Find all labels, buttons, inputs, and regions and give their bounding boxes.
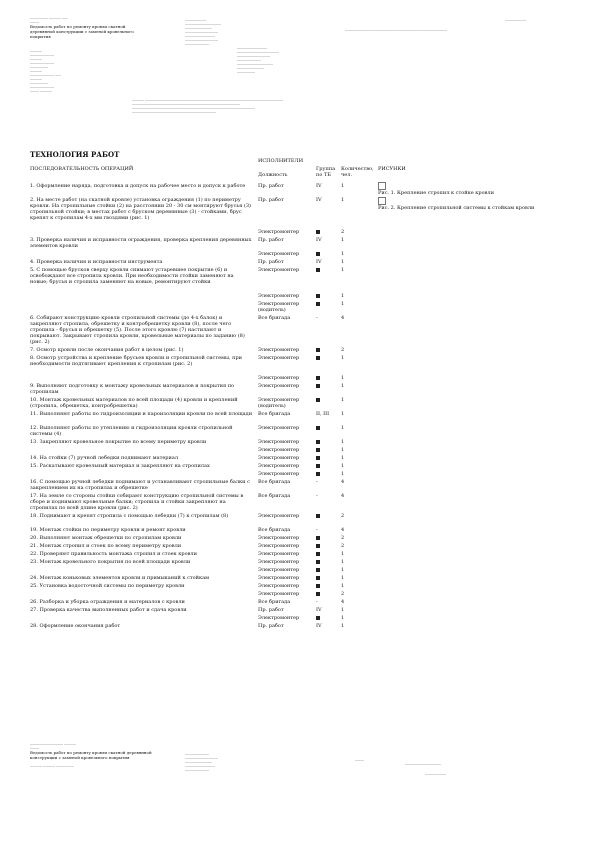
header-block2-line: ———————————— bbox=[237, 62, 273, 66]
safety-group bbox=[316, 439, 336, 445]
header-mid-line: ——————— bbox=[185, 18, 206, 22]
footer-right-line: ———————————— bbox=[405, 762, 441, 766]
operation-text: 11. Выполняют работы по гидроизоляции и пароизоляции кровли по всей площади bbox=[30, 411, 253, 417]
header-notes-line: ————————————————————————————————————————— bbox=[132, 106, 255, 110]
operation-text: 23. Монтаж кровельного покрытия по всей площади кровли bbox=[30, 559, 191, 565]
executor-position: Электромонтер bbox=[258, 293, 300, 299]
group-mark-icon bbox=[316, 514, 320, 518]
col-header-pictures: РИСУНКИ bbox=[378, 166, 406, 172]
header-mid-line: ——————————— bbox=[185, 30, 218, 34]
table-row bbox=[30, 575, 350, 583]
header-left-line: ——— bbox=[30, 20, 39, 24]
safety-group: IV bbox=[316, 607, 322, 613]
safety-group: IV bbox=[316, 197, 322, 203]
people-count: 1 bbox=[341, 583, 345, 589]
executor-position: Пр. работ bbox=[258, 607, 284, 613]
executor-position: Все бригада bbox=[258, 479, 291, 485]
table-row bbox=[30, 447, 350, 455]
group-mark-icon bbox=[316, 576, 320, 580]
safety-group: - bbox=[316, 527, 318, 533]
table-row bbox=[30, 355, 350, 375]
people-count: 1 bbox=[341, 259, 345, 265]
table-row bbox=[30, 251, 350, 259]
group-mark-icon bbox=[316, 426, 320, 430]
safety-group bbox=[316, 615, 336, 621]
safety-group bbox=[316, 575, 336, 581]
table-row bbox=[30, 567, 350, 575]
operation-text: 12. Выполняют работы по утеплению и гидроизоляции кровли стропильной системы (4) bbox=[30, 425, 233, 437]
footer-mid-line: —————————— bbox=[185, 764, 215, 768]
table-row bbox=[30, 411, 350, 425]
people-count: 1 bbox=[341, 355, 345, 361]
executor-position: Электромонтер bbox=[258, 425, 300, 431]
safety-group bbox=[316, 471, 336, 477]
header-left-line: ———————— —— bbox=[30, 73, 61, 77]
operation-text: 5. С помощью брусков сверху кровли снимают устаревшее покрытие (6) и освобождают все стропила кровли. При необходимости стойки заменяют на новые; брусья и стропила заменяют на новые, ремонтируют стойки bbox=[30, 267, 234, 285]
operation-text: 19. Монтаж стойки по периметру кровли и ремонт кровли bbox=[30, 527, 186, 533]
header-mid-block bbox=[185, 18, 285, 46]
header-left-line: —————— bbox=[30, 65, 48, 69]
table-row bbox=[30, 493, 350, 513]
executor-position: Электромонтер bbox=[258, 447, 300, 453]
executor-position: Электромонтер bbox=[258, 583, 300, 589]
executor-position: Электромонтер bbox=[258, 575, 300, 581]
safety-group: IV bbox=[316, 623, 322, 629]
table-row bbox=[30, 607, 350, 615]
operation-text: 18. Поднимают и крепят стропила с помощью лебедки (7) к стропилам (8) bbox=[30, 513, 229, 519]
header-notes-line: ———————————————————————————— bbox=[132, 110, 216, 114]
header-right-top: ——————— bbox=[505, 18, 526, 22]
safety-group bbox=[316, 397, 336, 403]
group-mark-icon bbox=[316, 448, 320, 452]
footer-left-line: ——— bbox=[30, 746, 39, 750]
people-count: 4 bbox=[341, 493, 345, 499]
group-mark-icon bbox=[316, 376, 320, 380]
people-count: 4 bbox=[341, 599, 345, 605]
group-mark-icon bbox=[316, 584, 320, 588]
executor-position: Электромонтер bbox=[258, 591, 300, 597]
safety-group: - bbox=[316, 599, 318, 605]
people-count: 1 bbox=[341, 439, 345, 445]
safety-group bbox=[316, 463, 336, 469]
executor-position: Электромонтер (водитель) bbox=[258, 397, 300, 409]
operation-text: 24. Монтаж коньковых элементов кровли и примыканий к стойкам bbox=[30, 575, 209, 581]
safety-group bbox=[316, 229, 336, 235]
header-block2-line: ———————— bbox=[237, 58, 261, 62]
operation-text: 14. На стойки (7) ручной лебедки поднимают материал bbox=[30, 455, 178, 461]
page-title: ТЕХНОЛОГИЯ РАБОТ bbox=[30, 150, 120, 159]
executor-position: Электромонтер bbox=[258, 375, 300, 381]
operation-text: 22. Проверяют правильность монтажа стропил и стоек кровли bbox=[30, 551, 197, 557]
safety-group bbox=[316, 425, 336, 431]
people-count: 1 bbox=[341, 267, 345, 273]
group-mark-icon bbox=[316, 302, 320, 306]
people-count: 1 bbox=[341, 471, 345, 477]
table-row bbox=[30, 375, 350, 383]
group-mark-icon bbox=[316, 560, 320, 564]
group-mark-icon bbox=[316, 456, 320, 460]
header-block2-line: —————————— bbox=[237, 46, 267, 50]
people-count: 1 bbox=[341, 607, 345, 613]
table-row bbox=[30, 543, 350, 551]
header-left-line: —————— ———— —— bbox=[30, 16, 68, 20]
table-row bbox=[30, 527, 350, 535]
table-row bbox=[30, 425, 350, 439]
executor-position: Электромонтер bbox=[258, 267, 300, 273]
header-mid-line: —————————— bbox=[185, 34, 215, 38]
group-mark-icon bbox=[316, 398, 320, 402]
table-row bbox=[30, 559, 350, 567]
operation-text: 4. Проверка наличия и исправности инструмента bbox=[30, 259, 163, 265]
executor-position: Пр. работ bbox=[258, 197, 284, 203]
operation-text: 9. Выполняют подготовку к монтажу кровельных материалов и покрытия по стропилам bbox=[30, 383, 235, 395]
executor-position: Электромонтер bbox=[258, 535, 300, 541]
header-block2-line: —————— bbox=[237, 70, 255, 74]
footer-left-line: ——————————— ———— bbox=[30, 742, 76, 746]
table-row bbox=[30, 383, 350, 397]
people-count: 4 bbox=[341, 479, 345, 485]
header-left-line: ———— bbox=[30, 77, 42, 81]
people-count: 4 bbox=[341, 315, 345, 321]
operation-text: 16. С помощью ручной лебедки поднимают и устанавливают стропильные балки с закреплением их на стропилах и обрешетке bbox=[30, 479, 250, 491]
people-count: 1 bbox=[341, 447, 345, 453]
executor-position: Все бригада bbox=[258, 527, 291, 533]
group-mark-icon bbox=[316, 464, 320, 468]
header-block-2 bbox=[237, 46, 357, 74]
group-mark-icon bbox=[316, 616, 320, 620]
operation-text: 10. Монтаж кровельных материалов по всей площади (4) кровли и креплений (стропила, обрешетка, контробрешетка) bbox=[30, 397, 238, 409]
group-mark-icon bbox=[316, 356, 320, 360]
table-row bbox=[30, 535, 350, 543]
picture-caption: Рис. 2. Крепление стропильной системы к стойкам кровли bbox=[378, 205, 535, 211]
people-count: 1 bbox=[341, 455, 345, 461]
group-mark-icon bbox=[316, 440, 320, 444]
executor-position: Электромонтер bbox=[258, 567, 300, 573]
executor-position: Электромонтер bbox=[258, 455, 300, 461]
people-count: 1 bbox=[341, 463, 345, 469]
safety-group bbox=[316, 355, 336, 361]
table-row bbox=[30, 237, 350, 251]
operation-text: 25. Установка водосточной системы по периметру кровли bbox=[30, 583, 185, 589]
safety-group: IV bbox=[316, 237, 322, 243]
header-left-line: ———— bbox=[30, 49, 42, 53]
operation-text: 17. На земле со стороны стойки собирают конструкцию стропильной системы в сборе и поднимают кровельные балки; стропила и стойки закрепляют на стропилах по всей длине кровли (рис. 2) bbox=[30, 493, 244, 511]
safety-group: - bbox=[316, 493, 318, 499]
safety-group: - bbox=[316, 479, 318, 485]
executor-position: Пр. работ bbox=[258, 259, 284, 265]
safety-group bbox=[316, 293, 336, 299]
header-left-line: —————— bbox=[30, 81, 48, 85]
executor-position: Электромонтер bbox=[258, 229, 300, 235]
footer-mid-line: ———————— bbox=[185, 768, 209, 772]
executor-position: Электромонтер bbox=[258, 559, 300, 565]
people-count: 1 bbox=[341, 301, 345, 307]
executor-position: Электромонтер bbox=[258, 383, 300, 389]
table-row bbox=[30, 513, 350, 527]
operation-text: 6. Собирают конструкцию кровли стропильной системы (до 4-х балок) и закрепляют стропила, обрешетку и контробрешетку кровли (8), после чего стропила - брусья и обрешетку (5). После этого кровлю (7) настилают и покрывают. Закрывают стропила кровли, кровельные материалы по заданию (8) (рис. 2) bbox=[30, 315, 245, 345]
operation-text: 28. Оформление окончания работ bbox=[30, 623, 121, 629]
header-left-line: ———————— bbox=[30, 53, 54, 57]
operation-text: 20. Выполняют монтаж обрешетки по стропилам кровли bbox=[30, 535, 182, 541]
footer-mid-line: ————————— bbox=[185, 760, 212, 764]
people-count: 1 bbox=[341, 623, 345, 629]
safety-group bbox=[316, 375, 336, 381]
operation-text: 21. Монтаж стропил и стоек по всему периметру кровли bbox=[30, 543, 182, 549]
safety-group: IV bbox=[316, 259, 322, 265]
header-left-line: ———— bbox=[30, 57, 42, 61]
table-row bbox=[30, 471, 350, 479]
people-count: 1 bbox=[341, 251, 345, 257]
executor-position: Пр. работ bbox=[258, 183, 284, 189]
safety-group bbox=[316, 455, 336, 461]
people-count: 1 bbox=[341, 551, 345, 557]
group-mark-icon bbox=[316, 384, 320, 388]
executor-position: Электромонтер bbox=[258, 355, 300, 361]
picture-placeholder-icon bbox=[378, 197, 386, 205]
table-row bbox=[30, 259, 350, 267]
group-mark-icon bbox=[316, 472, 320, 476]
people-count: 2 bbox=[341, 513, 345, 519]
table-row bbox=[30, 293, 350, 301]
header-left-block bbox=[30, 16, 170, 93]
executor-position: Все бригада bbox=[258, 599, 291, 605]
operation-text: 27. Проверка качества выполненных работ и сдача кровли bbox=[30, 607, 187, 613]
executor-position: Электромонтер bbox=[258, 439, 300, 445]
executor-position: Электромонтер bbox=[258, 347, 300, 353]
table-row bbox=[30, 267, 350, 293]
safety-group bbox=[316, 583, 336, 589]
footer-left-line: ———— ———— —————— bbox=[30, 764, 74, 768]
operation-text: 26. Разборка и уборка ограждения и материалов с кровли bbox=[30, 599, 185, 605]
header-left-title: Ведомость работ по ремонту кровли скатной деревянной конструкции с заменой кровельного покрытия bbox=[30, 24, 134, 39]
safety-group bbox=[316, 447, 336, 453]
group-mark-icon bbox=[316, 348, 320, 352]
header-mid-line: ———————— bbox=[185, 42, 209, 46]
header-notes bbox=[132, 98, 392, 114]
picture-placeholder-icon bbox=[378, 182, 386, 190]
table-row bbox=[30, 347, 350, 355]
col-header-position: Должность bbox=[258, 172, 288, 178]
table-row bbox=[30, 463, 350, 471]
group-mark-icon bbox=[316, 592, 320, 596]
people-count: 2 bbox=[341, 535, 345, 541]
group-mark-icon bbox=[316, 536, 320, 540]
header-right-line: —————————————————————————————————— bbox=[345, 28, 447, 32]
safety-group bbox=[316, 543, 336, 549]
executor-position: Электромонтер bbox=[258, 251, 300, 257]
executor-position: Электромонтер bbox=[258, 471, 300, 477]
header-block2-line: ——————————— bbox=[237, 54, 270, 58]
col-header-quantity: Количество, чел. bbox=[341, 166, 374, 178]
table-row bbox=[30, 197, 350, 229]
executor-position: Электромонтер bbox=[258, 513, 300, 519]
people-count: 2 bbox=[341, 591, 345, 597]
people-count: 1 bbox=[341, 575, 345, 581]
people-count: 2 bbox=[341, 347, 345, 353]
operation-text: 3. Проверка наличия и исправности ограждения, проверка крепления деревянных элементов кровли bbox=[30, 237, 252, 249]
safety-group bbox=[316, 383, 336, 389]
table-row bbox=[30, 397, 350, 411]
footer-left-title: Ведомость работ по ремонту кровли скатной деревянной конструкции с заменой кровельного покрытия bbox=[30, 750, 152, 760]
operation-text: 1. Оформление наряда, подготовка и допуск на рабочее место и допуск к работе bbox=[30, 183, 246, 189]
col-header-operations: ПОСЛЕДОВАТЕЛЬНОСТЬ ОПЕРАЦИЙ bbox=[30, 166, 134, 172]
group-mark-icon bbox=[316, 294, 320, 298]
header-mid-line: ———————————— bbox=[185, 22, 221, 26]
executor-position: Электромонтер bbox=[258, 543, 300, 549]
people-count: 1 bbox=[341, 615, 345, 621]
executor-position: Все бригада bbox=[258, 315, 291, 321]
picture-item bbox=[378, 182, 578, 190]
safety-group bbox=[316, 559, 336, 565]
footer-right-block bbox=[355, 758, 505, 776]
safety-group: II, III bbox=[316, 411, 330, 417]
header-notes-line: ———————————————————————————————————— bbox=[132, 102, 240, 106]
table-row bbox=[30, 479, 350, 493]
header-left-line: ——— ———— bbox=[30, 89, 52, 93]
table-row bbox=[30, 591, 350, 599]
table-row bbox=[30, 623, 350, 631]
group-mark-icon bbox=[316, 230, 320, 234]
header-notes-line: ———— —————————————————————————————————————————————— bbox=[132, 98, 283, 102]
group-mark-icon bbox=[316, 252, 320, 256]
table-row bbox=[30, 455, 350, 463]
people-count: 1 bbox=[341, 375, 345, 381]
people-count: 2 bbox=[341, 229, 345, 235]
executor-position: Пр. работ bbox=[258, 623, 284, 629]
safety-group: IV bbox=[316, 183, 322, 189]
safety-group bbox=[316, 535, 336, 541]
executor-position: Все бригада bbox=[258, 411, 291, 417]
executor-position: Электромонтер bbox=[258, 551, 300, 557]
footer-mid-line: ———————— bbox=[185, 752, 209, 756]
safety-group bbox=[316, 347, 336, 353]
safety-group bbox=[316, 591, 336, 597]
header-left-line: ———————— bbox=[30, 61, 54, 65]
people-count: 1 bbox=[341, 425, 345, 431]
group-mark-icon bbox=[316, 544, 320, 548]
header-block2-line: ————————— bbox=[237, 66, 264, 70]
group-mark-icon bbox=[316, 552, 320, 556]
people-count: 1 bbox=[341, 293, 345, 299]
people-count: 2 bbox=[341, 543, 345, 549]
table-row bbox=[30, 183, 350, 197]
operation-text: 2. На месте работ (на скатной кровле) установка ограждения (1) по периметру кровли. На стропильные стойки (2) на расстоянии 20 - 30 см монтируют брусья (3) стропильной стойки; в местах работ с бруском деревянные (3) - стойками, брус крепят к стропилам 4-х мм гвоздями (рис. 1) bbox=[30, 197, 251, 221]
safety-group bbox=[316, 551, 336, 557]
table-row bbox=[30, 599, 350, 607]
executor-position: Пр. работ bbox=[258, 237, 284, 243]
safety-group bbox=[316, 267, 336, 273]
executor-position: Все бригада bbox=[258, 493, 291, 499]
table-row bbox=[30, 315, 350, 347]
table-row bbox=[30, 615, 350, 623]
safety-group: - bbox=[316, 315, 318, 321]
table-row bbox=[30, 439, 350, 447]
picture-caption: Рис. 1. Крепление стропил к стойке кровли bbox=[378, 190, 494, 196]
header-mid-line: ——————————— bbox=[185, 38, 218, 42]
people-count: 1 bbox=[341, 183, 345, 189]
group-mark-icon bbox=[316, 268, 320, 272]
operation-text: 8. Осмотр устройства и крепление брусьев кровли и стропильной системы, при необходимости подтягивают крепления к стропилам (рис. 2) bbox=[30, 355, 242, 367]
col-header-group: Группа по ТБ bbox=[316, 166, 336, 178]
safety-group bbox=[316, 251, 336, 257]
safety-group bbox=[316, 513, 336, 519]
people-count: 1 bbox=[341, 237, 345, 243]
executor-position: Электромонтер bbox=[258, 463, 300, 469]
people-count: 4 bbox=[341, 527, 345, 533]
people-count: 1 bbox=[341, 397, 345, 403]
table-row bbox=[30, 301, 350, 315]
footer-left-block bbox=[30, 742, 180, 768]
header-block2-line: —————————————— bbox=[237, 50, 279, 54]
col-header-executors: ИСПОЛНИТЕЛИ bbox=[258, 158, 304, 164]
header-mid-line: ————————— bbox=[185, 26, 212, 30]
header-left-line: ———————— bbox=[30, 85, 54, 89]
pictures-block bbox=[378, 182, 578, 211]
operation-text: 15. Раскатывают кровельный материал и закрепляют на стропилах bbox=[30, 463, 210, 469]
people-count: 1 bbox=[341, 559, 345, 565]
operation-text: 13. Закрепляют кровельное покрытие по всему периметру кровли bbox=[30, 439, 207, 445]
safety-group bbox=[316, 301, 336, 307]
people-count: 1 bbox=[341, 411, 345, 417]
people-count: 1 bbox=[341, 567, 345, 573]
footer-mid-block bbox=[185, 752, 285, 772]
people-count: 1 bbox=[341, 383, 345, 389]
executor-position: Электромонтер bbox=[258, 615, 300, 621]
footer-right-line: ——————— bbox=[425, 772, 446, 776]
picture-item bbox=[378, 197, 578, 205]
group-mark-icon bbox=[316, 568, 320, 572]
footer-right-line: ——— bbox=[355, 758, 364, 762]
header-left-line: ———— bbox=[30, 69, 42, 73]
table-row bbox=[30, 229, 350, 237]
footer-mid-line: ——————————— bbox=[185, 756, 218, 760]
operation-text: 7. Осмотр кровли после окончания работ в целом (рис. 1) bbox=[30, 347, 184, 353]
safety-group bbox=[316, 567, 336, 573]
executor-position: Электромонтер (водитель) bbox=[258, 301, 300, 313]
people-count: 1 bbox=[341, 197, 345, 203]
table-row bbox=[30, 551, 350, 559]
table-row bbox=[30, 583, 350, 591]
